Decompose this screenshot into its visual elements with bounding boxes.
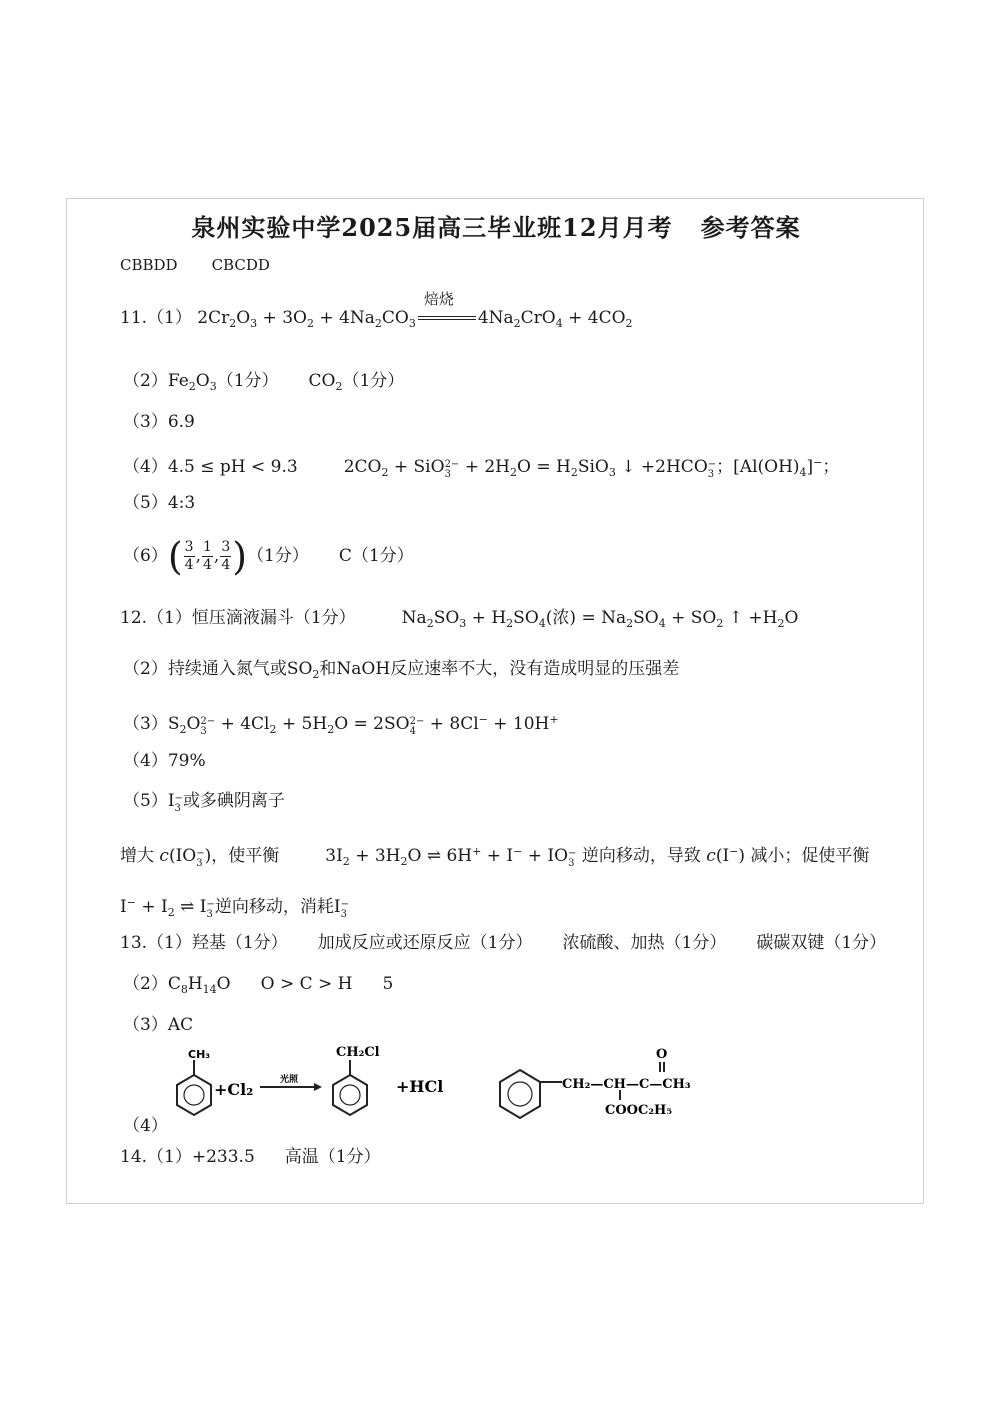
q11-6: （6）( $\frac{3}{4}$ , $\frac{1}{4}$ , $\frac{3}{4}$ )（1分） C（1分） bbox=[123, 534, 414, 579]
q12-4: （4）79% bbox=[123, 751, 206, 771]
toluene-ch3: CH₃ bbox=[188, 1048, 211, 1061]
q11-1: 11.（1） $2Cr_2O_3 + 3O_2 + 4Na_2CO_3$ 焙烧 $4Na_2CrO_4 + 4CO_2$ bbox=[120, 289, 633, 330]
q12-1: 12.（1）恒压滴液漏斗（1分） $Na_2SO_3 + H_2SO_4$(浓) = $Na_2SO_4 + SO_2$ ↑ $+H_2O$ bbox=[120, 608, 799, 630]
chlorine-reagent: +Cl₂ bbox=[214, 1080, 254, 1099]
q11-5: （5）4:3 bbox=[123, 493, 196, 513]
hcl-product: +HCl bbox=[396, 1077, 444, 1096]
carbonyl-o: O bbox=[656, 1047, 668, 1062]
multiple-choice-answers bbox=[120, 253, 270, 277]
q12-3: $(3)S_2O$ 2− 3 + $4Cl_2 + 5H_2O = 2SO$ 2− 4 + 8Cl− + 10H+ bbox=[123, 713, 559, 737]
mc-group-2: CBCDD bbox=[211, 256, 270, 274]
q11-3: （3）6.9 bbox=[123, 412, 195, 432]
q14-1: 14.（1）+233.5 高温（1分） bbox=[120, 1147, 381, 1167]
q13-3: （3）AC bbox=[123, 1015, 194, 1035]
q12-5-explanation-2: $I^- + I_2$ ⇌ I − 3 逆向移动，消耗I − 3 bbox=[120, 896, 349, 920]
light-condition: 光照 bbox=[280, 1075, 299, 1085]
toluene-structure bbox=[177, 1060, 211, 1115]
ester-group: COOC₂H₅ bbox=[605, 1103, 673, 1118]
mc-group-1: CBBDD bbox=[120, 256, 178, 274]
q13-4-structures bbox=[150, 1040, 750, 1130]
q13-4-label: （4） bbox=[123, 1116, 168, 1136]
q13-2: $(2)C_8H_{14}O$ O > C > H 5 bbox=[123, 974, 394, 996]
ch2cl-group: CH₂Cl bbox=[336, 1045, 380, 1060]
benzyl-chloride-structure bbox=[333, 1060, 367, 1115]
q11-2: $(2)Fe_2O_3(1$分） $CO_2(1$分） bbox=[123, 371, 405, 393]
q12-2: （2）持续通入氮气或$SO_2$和NaOH反应速率不大，没有造成明显的压强差 bbox=[123, 659, 680, 681]
q12-5-explanation-1: 增大 c(IO − 3 )，使平衡 $3I_2 + 3H_2O$ ⇌ 6H+ + I− + IO − 3 逆向移动，导致 c(I−) 减小；促使平衡 bbox=[120, 845, 870, 869]
chain-text: CH₂—CH—C—CH₃ bbox=[562, 1077, 691, 1092]
q13-1: 13.（1）羟基（1分） 加成反应或还原反应（1分） 浓硫酸、加热（1分） 碳碳双键（1分） bbox=[120, 933, 887, 953]
q11-4: （4）4.5 ≤ pH < 9.3 $2CO_2$ + SiO 2− 3 + $2H_2O = H_2SiO_3$ ↓ +2HCO − 3 ；$[Al(OH)_4]^-$； bbox=[123, 456, 840, 480]
page-title: 泉州实验中学2025届高三毕业班12月月考 参考答案 bbox=[191, 213, 801, 242]
q12-5: （5）I − 3 或多碘阴离子 bbox=[123, 791, 285, 814]
reaction-condition: 焙烧 bbox=[416, 307, 478, 331]
